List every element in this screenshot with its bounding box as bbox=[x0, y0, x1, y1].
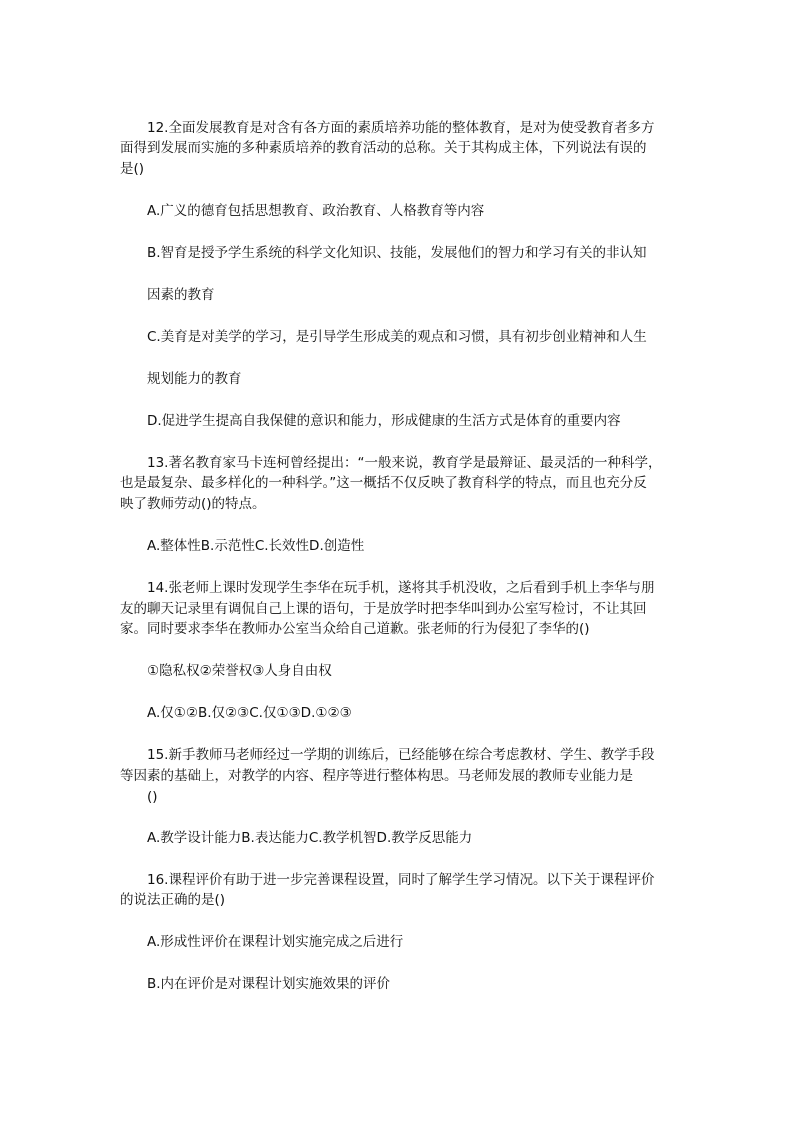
question-15-options: A.教学设计能力B.表达能力C.教学机智D.教学反思能力 bbox=[147, 830, 473, 846]
question-15-stem-line-2: 等因素的基础上，对教学的内容、程序等进行整体构思。马老师发展的教师专业能力是 bbox=[120, 768, 633, 784]
question-13-options: A.整体性B.示范性C.长效性D.创造性 bbox=[147, 538, 365, 554]
question-14-stem-line-1: 14.张老师上课时发现学生李华在玩手机，遂将其手机没收，之后看到手机上李华与朋 bbox=[147, 580, 655, 596]
question-12-stem-line-2: 面得到发展而实施的多种素质培养的教育活动的总称。关于其构成主体，下列说法有误的 bbox=[120, 140, 647, 156]
question-15-stem-line-3: () bbox=[147, 789, 158, 805]
question-12-option-d: D.促进学生提高自我保健的意识和能力，形成健康的生活方式是体育的重要内容 bbox=[147, 413, 621, 429]
question-15-stem-line-1: 15.新手教师马老师经过一学期的训练后，已经能够在综合考虑教材、学生、教学手段 bbox=[147, 747, 655, 763]
question-12-option-b-cont: 因素的教育 bbox=[147, 287, 215, 303]
question-12-stem-line-3: 是() bbox=[120, 161, 145, 177]
question-16-option-a: A.形成性评价在课程计划实施完成之后进行 bbox=[147, 934, 404, 950]
question-16-stem-line-1: 16.课程评价有助于进一步完善课程设置，同时了解学生学习情况。以下关于课程评价 bbox=[147, 872, 655, 888]
question-14-stem-line-3: 家。同时要求李华在教师办公室当众给自己道歉。张老师的行为侵犯了李华的() bbox=[120, 621, 590, 637]
question-12-stem-line-1: 12.全面发展教育是对含有各方面的素质培养功能的整体教育，是对为使受教育者多方 bbox=[147, 120, 655, 136]
question-13-stem-line-2: 也是最复杂、最多样化的一种科学。”这一概括不仅反映了教育科学的特点，而且也充分反 bbox=[120, 475, 647, 491]
question-12-option-b: B.智育是授予学生系统的科学文化知识、技能，发展他们的智力和学习有关的非认知 bbox=[147, 245, 647, 261]
question-14-options: A.仅①②B.仅②③C.仅①③D.①②③ bbox=[147, 705, 352, 721]
question-12-option-a: A.广义的德育包括思想教育、政治教育、人格教育等内容 bbox=[147, 203, 485, 219]
question-16-option-b: B.内在评价是对课程计划实施效果的评价 bbox=[147, 976, 391, 992]
question-14-rights-list: ①隐私权②荣誉权③人身自由权 bbox=[147, 663, 332, 679]
question-13-stem-line-1: 13.著名教育家马卡连柯曾经提出：“一般来说，教育学是最辩证、最灵活的一种科学， bbox=[147, 455, 662, 471]
question-16-stem-line-2: 的说法正确的是() bbox=[120, 892, 226, 908]
question-13-stem-line-3: 映了教师劳动()的特点。 bbox=[120, 496, 266, 512]
question-12-option-c-cont: 规划能力的教育 bbox=[147, 371, 242, 387]
question-14-stem-line-2: 友的聊天记录里有调侃自己上课的语句，于是放学时把李华叫到办公室写检讨，不让其回 bbox=[120, 601, 647, 617]
question-12-option-c: C.美育是对美学的学习，是引导学生形成美的观点和习惯，具有初步创业精神和人生 bbox=[147, 329, 647, 345]
